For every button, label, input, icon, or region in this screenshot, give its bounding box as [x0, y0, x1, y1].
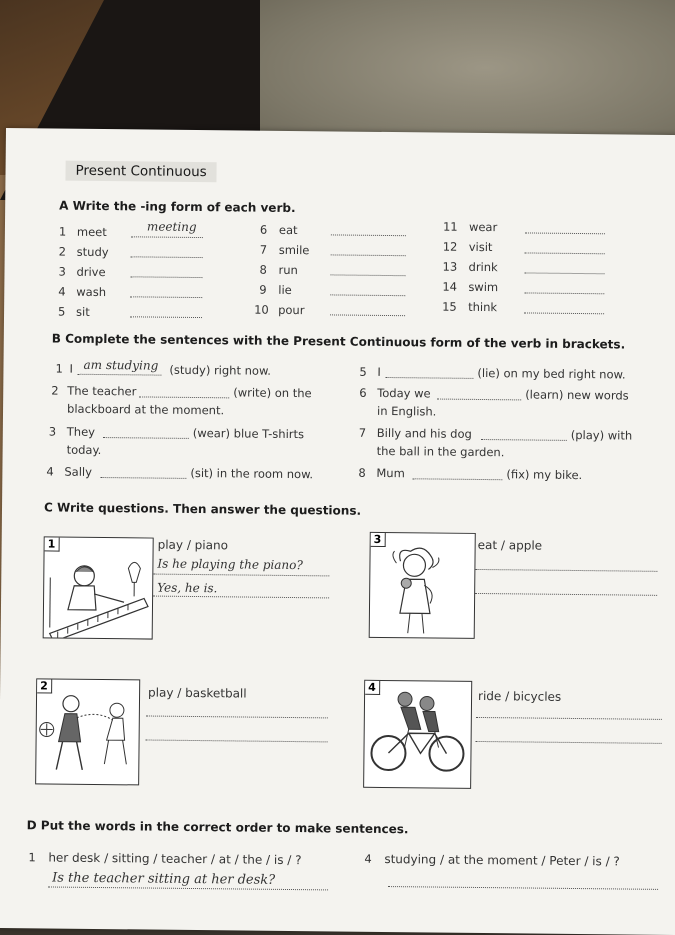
b-num: 7	[359, 426, 366, 440]
b-s3-start: They	[67, 425, 95, 439]
b-s2-end: (write) on the	[233, 385, 312, 400]
b-s4-start: Sally	[64, 465, 92, 479]
panel-number: 2	[37, 679, 52, 693]
panel-2-question-line[interactable]	[146, 715, 328, 718]
a-answer-line[interactable]	[130, 315, 202, 318]
b-s6-cont: in English.	[377, 404, 436, 419]
b-s8-start: Mum	[376, 466, 405, 480]
panel-4-prompt: ride / bicycles	[478, 689, 561, 704]
b-s7-end: (play) with	[571, 428, 633, 443]
a-num: 11	[443, 220, 458, 234]
b-num: 1	[55, 362, 62, 376]
a-verb: wear	[469, 220, 497, 234]
a-verb: lie	[278, 283, 292, 297]
panel-1-answer: Yes, he is.	[157, 581, 217, 596]
basketball-illustration	[36, 679, 139, 784]
a-answer-line[interactable]	[131, 255, 203, 258]
picture-panel-3	[369, 532, 476, 639]
b-s3-line[interactable]	[103, 436, 189, 439]
a-num: 13	[442, 260, 457, 274]
a-verb: eat	[279, 223, 298, 237]
a-answer-line[interactable]	[330, 293, 405, 296]
b-s6-start: Today we	[377, 386, 431, 401]
a-answer-line[interactable]	[330, 313, 405, 316]
picture-panel-2	[35, 678, 140, 785]
a-num: 1	[59, 225, 66, 239]
b-num: 2	[51, 383, 58, 397]
b-s1-start: I	[69, 362, 73, 376]
b-s8-line[interactable]	[412, 477, 502, 480]
a-answer-line[interactable]	[331, 233, 406, 236]
b-s7-cont: the ball in the garden.	[377, 444, 505, 459]
a-verb: run	[278, 263, 297, 277]
a-verb: wash	[76, 285, 106, 299]
a-verb: drive	[76, 265, 105, 279]
a-num: 3	[58, 265, 65, 279]
a-num: 8	[259, 263, 266, 277]
picture-panel-1	[43, 536, 154, 639]
a-verb: pour	[278, 303, 305, 317]
b-s5-line[interactable]	[385, 376, 473, 379]
b-s2-cont: blackboard at the moment.	[67, 402, 224, 418]
panel-3-answer-line[interactable]	[475, 593, 657, 596]
page-title: Present Continuous	[65, 161, 216, 183]
panel-1-answer-line[interactable]	[153, 596, 329, 599]
a-answer-line[interactable]	[524, 291, 604, 294]
d-num: 1	[28, 850, 35, 864]
a-answer-line[interactable]	[131, 235, 203, 238]
panel-number: 1	[45, 537, 60, 551]
a-num: 15	[442, 300, 457, 314]
panel-number: 4	[365, 681, 380, 695]
b-s7-line[interactable]	[481, 438, 567, 441]
bicycles-illustration	[364, 681, 471, 788]
a-answer-line[interactable]	[525, 231, 605, 234]
a-answer-line[interactable]	[130, 275, 202, 278]
b-s5-start: I	[377, 365, 381, 379]
a-answer-line[interactable]	[330, 273, 405, 276]
d-4-words: studying / at the moment / Peter / is / ?	[384, 852, 620, 868]
a-verb: swim	[468, 280, 498, 294]
a-num: 4	[58, 285, 65, 299]
panel-1-question: Is he playing the piano?	[157, 557, 303, 573]
a-num: 14	[442, 280, 457, 294]
section-d-title: D Put the words in the correct order to make sentences.	[27, 818, 409, 836]
panel-2-prompt: play / basketball	[148, 686, 247, 701]
b-s3-cont: today.	[67, 443, 102, 457]
a-num: 2	[59, 245, 66, 259]
b-s8-end: (fix) my bike.	[506, 467, 582, 482]
d-1-answer: Is the teacher sitting at her desk?	[52, 871, 275, 888]
a-num: 12	[443, 240, 458, 254]
b-s2-line[interactable]	[139, 395, 229, 398]
b-num: 8	[358, 466, 365, 480]
b-s4-line[interactable]	[100, 476, 186, 479]
panel-3-question-line[interactable]	[475, 569, 657, 572]
a-verb: smile	[279, 243, 310, 257]
girl-apple-illustration	[370, 533, 475, 638]
d-1-words: her desk / sitting / teacher / at / the / is / ?	[48, 850, 301, 867]
a-answer-line[interactable]	[331, 253, 406, 256]
b-s5-end: (lie) on my bed right now.	[477, 366, 625, 382]
a-verb: meet	[77, 225, 107, 239]
a-num: 5	[58, 305, 65, 319]
a-answer-line[interactable]	[130, 295, 202, 298]
a-verb: visit	[469, 240, 493, 254]
b-s1-line[interactable]	[77, 373, 161, 376]
section-a-title: A Write the -ing form of each verb.	[59, 199, 296, 215]
panel-4-answer-line[interactable]	[476, 741, 662, 744]
a-answer-line[interactable]	[525, 271, 605, 274]
panel-4-question-line[interactable]	[476, 717, 662, 720]
panel-2-answer-line[interactable]	[146, 739, 328, 742]
b-s6-line[interactable]	[437, 398, 521, 401]
panel-number: 3	[371, 533, 386, 547]
b-s3-end: (wear) blue T-shirts	[193, 426, 304, 441]
a-num: 6	[260, 223, 267, 237]
b-num: 4	[46, 464, 53, 478]
panel-3-prompt: eat / apple	[478, 538, 543, 553]
panel-1-question-line[interactable]	[153, 574, 329, 577]
section-b-title: B Complete the sentences with the Present Continuous form of the verb in brackets.	[52, 331, 626, 351]
b-s6-end: (learn) new words	[525, 387, 629, 402]
b-s4-end: (sit) in the room now.	[190, 466, 313, 481]
b-s2-start: The teacher	[67, 384, 136, 399]
a-answer: meeting	[147, 219, 197, 234]
b-num: 5	[359, 365, 366, 379]
d-1-line[interactable]	[48, 886, 328, 890]
picture-panel-4	[363, 680, 472, 789]
b-num: 3	[49, 424, 56, 438]
boy-piano-illustration	[44, 537, 153, 638]
a-answer-line[interactable]	[524, 311, 604, 314]
b-s1-end: (study) right now.	[169, 363, 271, 378]
a-verb: sit	[76, 305, 90, 319]
d-num: 4	[364, 852, 371, 866]
a-verb: think	[468, 300, 497, 314]
a-verb: study	[77, 245, 109, 259]
a-num: 10	[254, 303, 269, 317]
a-num: 7	[260, 243, 267, 257]
panel-1-prompt: play / piano	[158, 538, 228, 553]
worksheet-page	[0, 128, 675, 935]
a-verb: drink	[468, 260, 497, 274]
a-num: 9	[259, 283, 266, 297]
b-num: 6	[359, 386, 366, 400]
a-answer-line[interactable]	[525, 251, 605, 254]
b-s7-start: Billy and his dog	[377, 426, 472, 441]
d-4-line[interactable]	[388, 886, 658, 890]
section-c-title: C Write questions. Then answer the questions.	[44, 500, 361, 517]
b-s1-answer: am studying	[83, 358, 158, 373]
